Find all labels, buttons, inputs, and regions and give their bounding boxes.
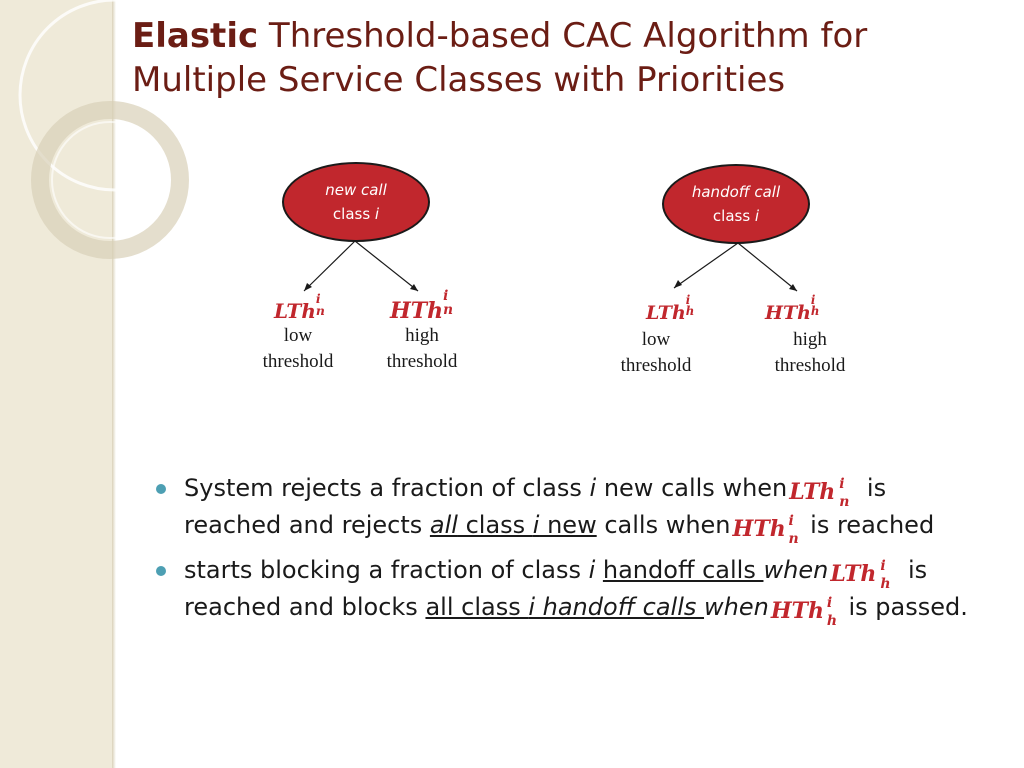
symbol-sub: n (443, 301, 454, 318)
text: is reached and rejects (184, 474, 887, 539)
math-base: LTh (789, 479, 836, 505)
new-call-class-var: i (374, 205, 380, 223)
handoff-call-node (662, 164, 810, 244)
symbol-base: LTh (274, 299, 316, 323)
math-sub: h (826, 613, 838, 629)
arrowhead-handoff-low (674, 280, 682, 288)
text-italic: when (704, 593, 769, 621)
new-high-threshold-symbol (390, 288, 455, 324)
text-italic-underlined: all (429, 511, 458, 539)
label-line1: low (283, 325, 313, 346)
math-sub: n (839, 494, 850, 510)
symbol-sup: i (685, 293, 691, 308)
symbol-sup: i (443, 288, 449, 305)
arrowhead-new-high (410, 284, 418, 291)
title-rest: Threshold-based CAC Algorithm for Multiple Service Classes with Priorities (132, 16, 868, 100)
text-underlined: handoff calls (602, 556, 764, 584)
bullet-dot-icon (156, 566, 166, 576)
arrowhead-new-low (304, 283, 312, 291)
handoff-low-label (606, 327, 706, 379)
new-call-text: new call (325, 181, 387, 199)
text: is reached (802, 511, 935, 539)
math-sub: n (788, 531, 799, 547)
text: new calls when (596, 474, 788, 502)
connector-new-low (304, 241, 355, 291)
new-call-node (282, 162, 430, 242)
label-line2: threshold (620, 355, 692, 376)
handoff-call-text: handoff call (691, 183, 781, 201)
text: starts blocking a fraction of class (184, 556, 589, 584)
label-line1: high (793, 329, 827, 350)
text-italic-underlined: i (532, 511, 540, 539)
symbol-base: HTh (765, 302, 811, 324)
text-italic-underlined: i handoff calls (528, 593, 705, 621)
symbol-sup: i (810, 293, 816, 308)
connector-new-high (355, 241, 418, 291)
symbol-sub: h (685, 304, 695, 319)
label-line2: threshold (386, 351, 458, 372)
new-low-label (248, 323, 348, 375)
text: calls when (596, 511, 731, 539)
math-sub: h (880, 576, 891, 592)
new-call-class-prefix: class (332, 205, 375, 223)
new-low-threshold-symbol (274, 290, 327, 323)
math-lthn (787, 470, 859, 510)
text-underlined: class (457, 511, 533, 539)
text (595, 556, 603, 584)
handoff-high-label (760, 327, 860, 379)
handoff-call-class-var: i (754, 207, 760, 225)
handoff-call-class-prefix: class (712, 207, 755, 225)
math-base: LTh (830, 561, 877, 587)
math-sup: i (880, 558, 886, 574)
math-base: HTh (732, 516, 786, 542)
math-sup: i (788, 513, 794, 529)
text-italic: i (588, 556, 596, 584)
bullet-dot-icon (156, 484, 166, 494)
text: System rejects a fraction of class (184, 474, 590, 502)
handoff-high-threshold-symbol (765, 293, 821, 324)
new-high-label (372, 323, 472, 375)
arrowhead-handoff-high (789, 284, 797, 291)
text-italic: when (763, 556, 829, 584)
text-italic: i (589, 474, 597, 502)
label-line1: low (641, 329, 671, 350)
symbol-sub: h (810, 304, 820, 319)
symbol-sup: i (315, 290, 321, 306)
slide-title (132, 14, 992, 102)
math-hthh (769, 589, 841, 629)
math-base: HTh (770, 598, 824, 624)
handoff-low-threshold-symbol (646, 293, 696, 324)
text: is reached and blocks (184, 556, 928, 621)
bullet-list (156, 470, 986, 634)
label-line2: threshold (774, 355, 846, 376)
symbol-base: LTh (646, 302, 686, 324)
text-underlined: all class (425, 593, 529, 621)
math-hthn (731, 507, 803, 547)
bullet-item (156, 470, 986, 547)
symbol-base: HTh (390, 298, 444, 324)
math-sup: i (826, 595, 833, 611)
label-line1: high (405, 325, 439, 346)
symbol-sub: n (315, 302, 325, 318)
text: is passed. (840, 593, 968, 621)
math-sup: i (839, 476, 845, 492)
connector-handoff-high (738, 243, 797, 291)
math-lthh (828, 552, 900, 592)
connector-handoff-low (674, 243, 738, 288)
label-line2: threshold (262, 351, 334, 372)
bullet-item (156, 552, 986, 629)
title-bold: Elastic (132, 16, 259, 56)
text-underlined: new (539, 511, 597, 539)
